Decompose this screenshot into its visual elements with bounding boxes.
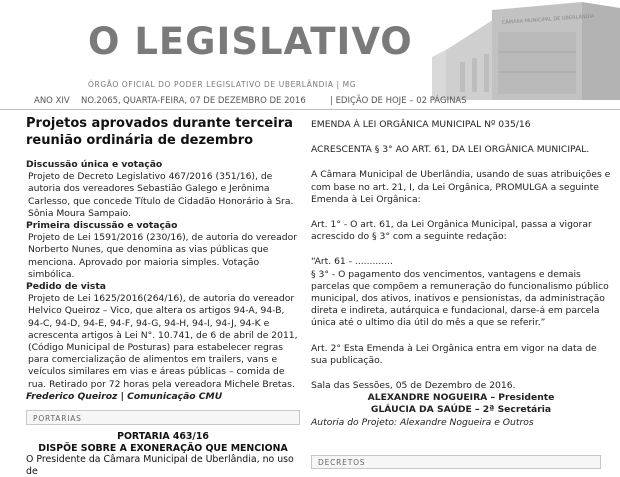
edition-year: ANO XIV [34,96,70,106]
section-body-discussao-unica: Projeto de Decreto Legislativo 467/2016 (351/16), de autoria dos vereadores Sebastião Galego e Jerônima Carlesso, que concede Título de Cidadão Honorário à Sra. Sônia Moura Sampaio. [28,171,294,219]
portarias-section-header: PORTARIAS [26,410,300,425]
masthead [0,0,620,112]
portaria-block [26,431,300,477]
emenda-paragraph-2: Art. 1° - O art. 61, da Lei Orgânica Municipal, passa a vigorar acrescido do § 3° com a seguinte redação: [311,219,592,243]
masthead-divider [0,109,620,110]
article-signature: Frederico Queiroz | Comunicação CMU [26,390,223,402]
emenda-paragraph-1: A Câmara Municipal de Uberlândia, usando de suas atribuições e com base no art. 21, I, da Lei Orgânica, PROMULGA a seguinte Emenda à Lei Orgânica: [311,169,611,205]
emenda-title: EMENDA À LEI ORGÂNICA MUNICIPAL Nº 035/16 [311,119,531,130]
section-title-pedido-vista: Pedido de vista [26,281,106,293]
section-body-primeira-discussao: Projeto de Lei 1591/2016 (230/16), de autoria do vereador Norberto Nunes, que denomina as vias públicas que menciona. Aprovado por maioria simples. Votação simbólica. [28,232,298,280]
edition-info: | EDIÇÃO DE HOJE – 02 PÁGINAS [330,96,467,106]
edition-number: NO.2065, [81,96,121,106]
edition-date: QUARTA-FEIRA, 07 DE DEZEMBRO DE 2016 [123,96,306,106]
signature-president: ALEXANDRE NOGUEIRA – Presidente [367,392,555,404]
section-body-pedido-vista: Projeto de Lei 1625/2016(264/16), de autoria do vereador Helvico Queiroz – Vico, que altera os artigos 94-A, 94-B, 94-C, 94-D, 94-E, 94-F, 94-G, 94-H, 94-I, 94-J, 94-K e acrescenta artigos à Lei N°. 10.741, de 6 de abril de 2011, (Código Municipal de Posturas) para estabelecer regras para comercialização de alimentos em trailers, vans e veículos similares em vias e áreas públicas – comida de rua. Retirado por 72 horas pela vereadora Michele Bretas. [28,293,298,390]
section-title-primeira-discussao: Primeira discussão e votação [26,220,178,232]
newspaper-subtitle: ÓRGÃO OFICIAL DO PODER LEGISLATIVO DE UBERLÂNDIA | MG [88,80,357,89]
portaria-body: O Presidente da Câmara Municipal de Uberlândia, no uso de [26,454,294,477]
signature-secretary: GLÁUCIA DA SAÚDE – 2ª Secretária [370,404,552,416]
section-title-discussao-unica: Discussão única e votação [26,159,163,170]
building-sign: CÂMARA MUNICIPAL DE UBERLÂNDIA [501,13,595,26]
emenda-subtitle: ACRESCENTA § 3° AO ART. 61, DA LEI ORGÂNICA MUNICIPAL. [311,144,590,156]
article-headline: Projetos aprovados durante terceira reunião ordinária de dezembro [26,116,293,148]
decretos-section-header: DECRETOS [311,455,601,469]
emenda-paragraph-5: Art. 2° Esta Emenda à Lei Orgânica entra em vigor na data de sua publicação. [311,342,597,366]
portaria-title: PORTARIA 463/16 [117,431,209,442]
emenda-paragraph-4: § 3° - O pagamento dos vencimentos, vantagens e demais parcelas que compõem a remuneração do funcionalismo público municipal, dos ativos, inativos e pensionistas, da administração direta e indireta, autárquica e fundacional, darse-á em parcela única até o ultimo dia útil do mês a que se referir.” [311,268,609,329]
building-illustration [432,2,620,100]
newspaper-logo: O LEGISLATIVO [88,20,413,63]
emenda-paragraph-3: “Art. 61 - ............. [311,256,393,268]
emenda-author: Autoria do Projeto: Alexandre Nogueira e Outros [311,416,534,428]
right-column [311,112,611,429]
left-column [26,112,300,403]
emenda-date: Sala das Sessões, 05 de Dezembro de 2016. [311,380,516,392]
portaria-subtitle: DISPÕE SOBRE A EXONERAÇÃO QUE MENCIONA [38,442,288,454]
